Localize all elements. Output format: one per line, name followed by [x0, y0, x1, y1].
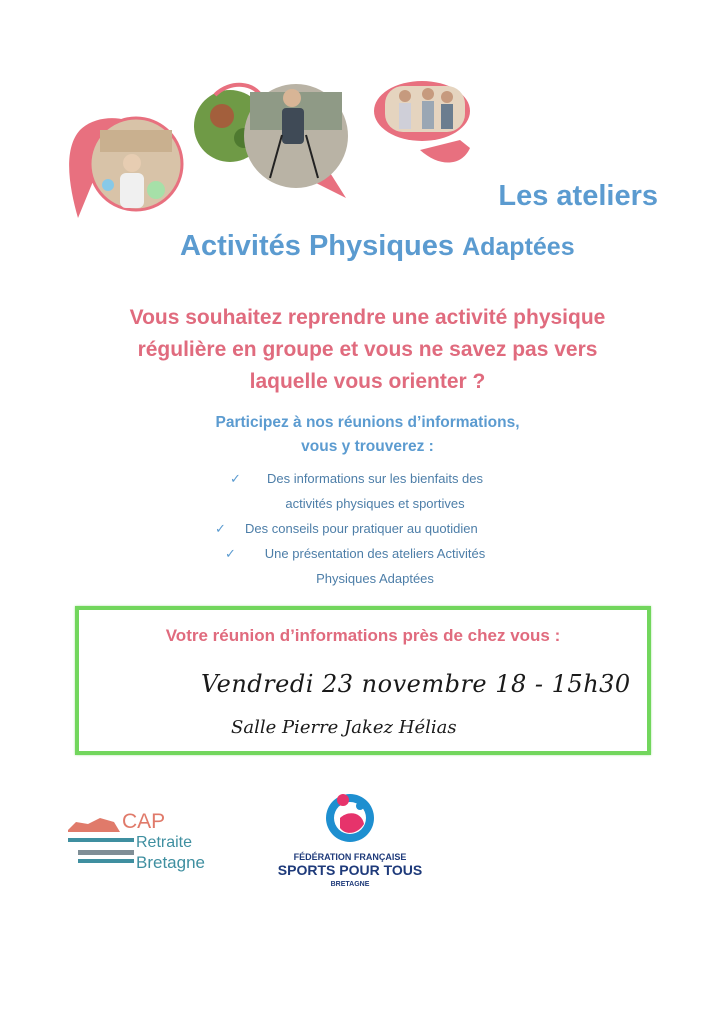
invite-line: vous y trouverez :: [301, 438, 434, 455]
checkmark-icon: ✓: [215, 521, 226, 536]
meeting-place: Salle Pierre Jakez Hélias: [231, 717, 457, 738]
invite-block: [150, 411, 585, 459]
page-title-adaptees: Adaptées: [462, 233, 575, 261]
page-title-line1: Les ateliers: [498, 180, 658, 212]
cap-logo-word-cap: CAP: [122, 810, 166, 833]
ffspt-line2: SPORTS POUR TOUS: [277, 862, 423, 878]
list-item: [195, 516, 555, 541]
benefits-list: [195, 466, 555, 591]
photo-bubble-group-exercise: [374, 81, 470, 163]
ffspt-line1: FÉDÉRATION FRANÇAISE: [293, 852, 407, 862]
invite-line: Participez à nos réunions d’informations,: [215, 414, 520, 431]
ffspt-logo: [260, 788, 440, 896]
list-item-text: Une présentation des ateliers Activités: [264, 546, 486, 561]
ffspt-line3: BRETAGNE: [330, 881, 370, 888]
checkmark-icon: ✓: [225, 546, 236, 561]
photo-bubble-nordic-walking: [244, 84, 348, 198]
list-item-text: activités physiques et sportives: [285, 496, 465, 511]
photo-bubble-elderly-woman: [69, 118, 182, 218]
question-line: Vous souhaitez reprendre une activité physique: [129, 306, 606, 329]
cap-logo-word-bretagne: Bretagne: [136, 853, 205, 872]
list-item: [195, 466, 555, 516]
question-line: laquelle vous orienter ?: [249, 370, 486, 393]
cap-logo-word-retraite: Retraite: [136, 834, 193, 851]
list-item-text: Des informations sur les bienfaits des: [266, 471, 484, 486]
cap-retraite-bretagne-logo: [66, 808, 246, 878]
question-line: régulière en groupe et vous ne savez pas vers: [137, 338, 598, 361]
meeting-date: Vendredi 23 novembre 18 - 15h30: [201, 670, 631, 698]
question-block: [90, 302, 645, 398]
list-item: [195, 541, 555, 591]
page-title-activites: Activités Physiques: [180, 230, 454, 262]
meeting-title: Votre réunion d’informations près de chez vous :: [165, 626, 561, 645]
page-title-line2: [180, 230, 575, 263]
list-item-text: Des conseils pour pratiquer au quotidien: [245, 521, 478, 536]
list-item-text: Physiques Adaptées: [316, 571, 434, 586]
meeting-info-box: [75, 606, 651, 755]
checkmark-icon: ✓: [230, 471, 241, 486]
